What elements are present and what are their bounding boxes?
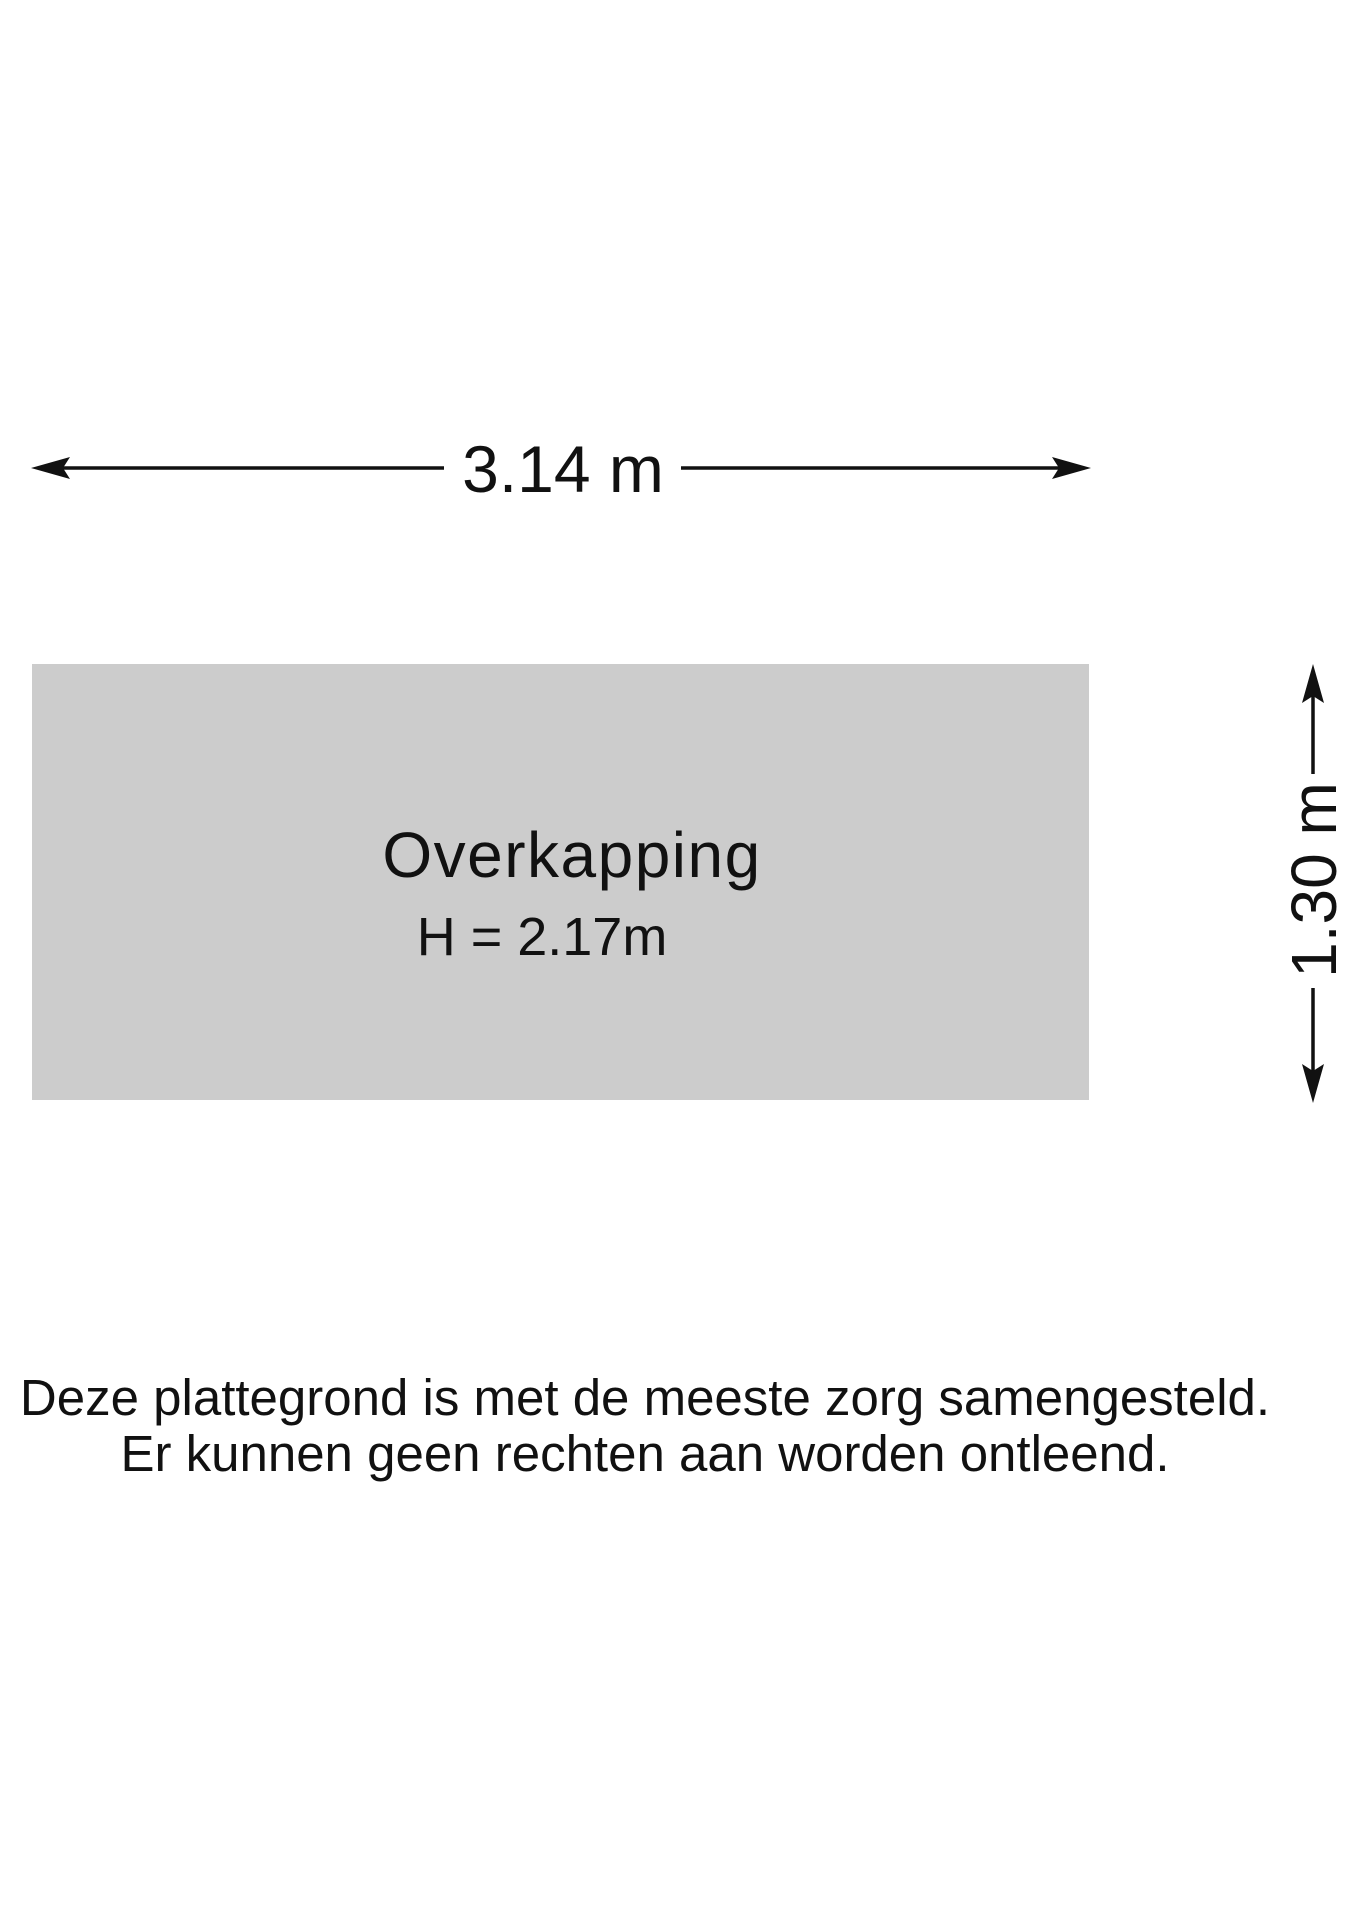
disclaimer <box>20 1369 1270 1482</box>
disclaimer-line-1: Deze plattegrond is met de meeste zorg samengesteld. <box>19 1369 1271 1426</box>
disclaimer-line-2: Er kunnen geen rechten aan worden ontleend. <box>120 1425 1170 1482</box>
room-name: Overkapping <box>382 819 762 891</box>
width-dimension-label: 3.14 m <box>462 432 664 506</box>
height-dimension-label: 1.30 m <box>1278 782 1350 978</box>
room-height: H = 2.17m <box>416 907 668 967</box>
room-overkapping <box>32 664 1089 1100</box>
